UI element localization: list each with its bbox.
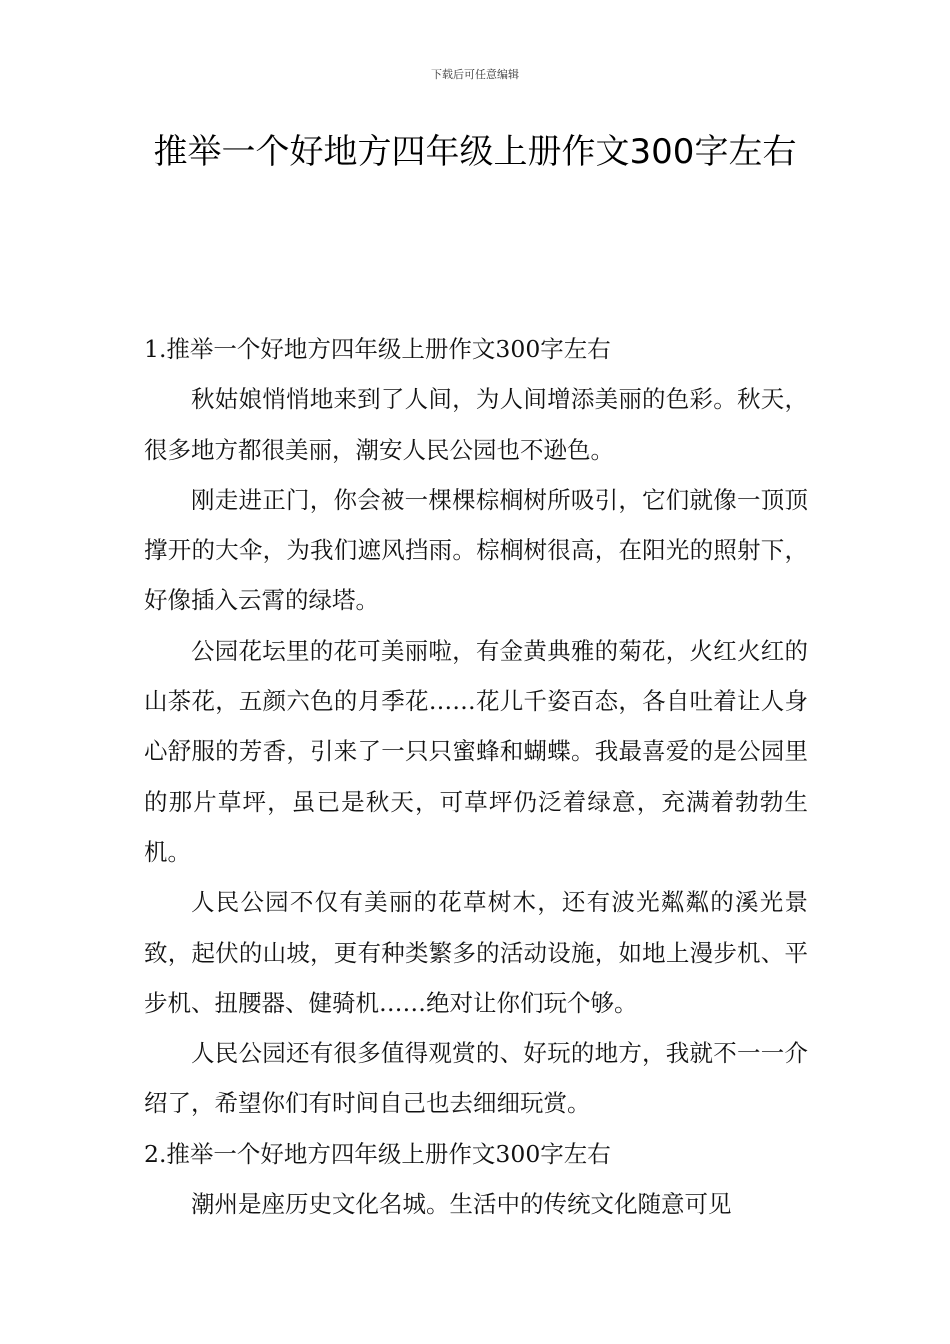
section-heading: 1.推举一个好地方四年级上册作文300字左右 [144,335,611,363]
document-title: 推举一个好地方四年级上册作文300字左右 [153,132,797,172]
paragraph: 秋姑娘悄悄地来到了人间，为人间增添美丽的色彩。秋天，很多地方都很美丽，潮安人民公园也不逊色。 [144,385,808,464]
paragraph: 潮州是座历史文化名城。生活中的传统文化随意可见 [191,1190,732,1219]
header-note: 下载后可任意编辑 [431,68,519,81]
paragraph: 人民公园还有很多值得观赏的、好玩的地方，我就不一一介绍了，希望你们有时间自己也去细细玩赏。 [144,1039,808,1118]
section-heading: 2.推举一个好地方四年级上册作文300字左右 [144,1139,611,1168]
document-body [144,324,808,1229]
paragraph: 人民公园不仅有美丽的花草树木，还有波光粼粼的溪光景致，起伏的山坡，更有种类繁多的活动设施，如地上漫步机、平步机、扭腰器、健骑机……绝对让你们玩个够。 [144,888,808,1017]
paragraph: 公园花坛里的花可美丽啦，有金黄典雅的菊花，火红火红的山茶花，五颜六色的月季花……花儿千姿百态，各自吐着让人身心舒服的芳香，引来了一只只蜜蜂和蝴蝶。我最喜爱的是公园里的那片草坪，虽已是秋天，可草坪仍泛着绿意，充满着勃勃生机。 [144,636,808,866]
paragraph: 刚走进正门，你会被一棵棵棕榈树所吸引，它们就像一顶顶撑开的大伞，为我们遮风挡雨。棕榈树很高，在阳光的照射下，好像插入云霄的绿塔。 [144,485,808,615]
